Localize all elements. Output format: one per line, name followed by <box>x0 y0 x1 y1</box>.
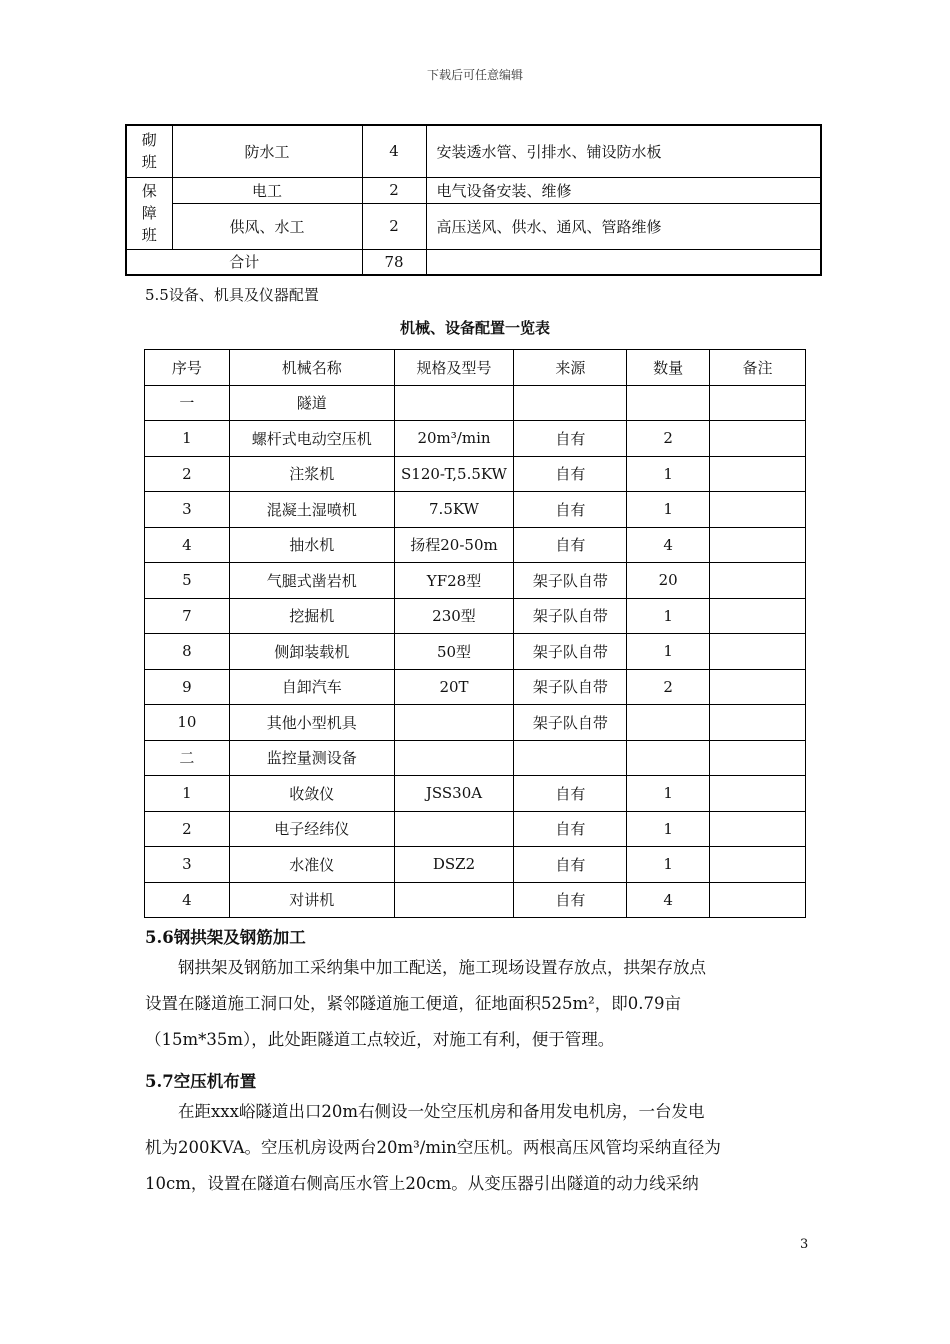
table-cell <box>627 705 710 741</box>
worker-count: 2 <box>362 177 426 203</box>
worker-duty: 电气设备安装、维修 <box>426 177 821 203</box>
table-cell: 2 <box>627 421 710 457</box>
table-cell: 20 <box>627 563 710 599</box>
table-cell: 1 <box>145 421 230 457</box>
table-cell: 混凝土湿喷机 <box>229 492 394 528</box>
total-count: 78 <box>362 249 426 275</box>
section-5-7-heading: 5.7空压机布置 <box>145 1072 257 1091</box>
equipment-table-title: 机械、设备配置一览表 <box>399 319 550 337</box>
table-cell: 1 <box>627 776 710 812</box>
table-cell: 7.5KW <box>394 492 514 528</box>
table-cell: 架子队自带 <box>514 563 627 599</box>
table-cell <box>710 705 806 741</box>
table-cell <box>710 598 806 634</box>
table-cell <box>710 847 806 883</box>
table-cell: 50型 <box>394 634 514 670</box>
text-line: 钢拱架及钢筋加工采纳集中加工配送，施工现场设置存放点，拱架存放点 <box>145 958 706 977</box>
table-cell: 10 <box>145 705 230 741</box>
table-row <box>145 385 806 421</box>
table-cell: 9 <box>145 669 230 705</box>
section-5-5-caption: 5.5设备、机具及仪器配置 <box>145 286 319 304</box>
table-cell: 1 <box>145 776 230 812</box>
table-cell <box>710 563 806 599</box>
group-cell: 保 障 班 <box>126 177 172 249</box>
table-cell: 侧卸装载机 <box>229 634 394 670</box>
table-row <box>145 563 806 599</box>
table-cell: 自有 <box>514 847 627 883</box>
table-cell: 7 <box>145 598 230 634</box>
table-row <box>126 203 821 249</box>
table-cell: 自有 <box>514 456 627 492</box>
table-row <box>145 740 806 776</box>
table-cell: 1 <box>627 634 710 670</box>
table-cell <box>710 740 806 776</box>
table-row <box>145 492 806 528</box>
table-cell <box>394 811 514 847</box>
table-row <box>145 421 806 457</box>
table-cell: 230型 <box>394 598 514 634</box>
equipment-table <box>144 349 806 918</box>
table-row <box>145 527 806 563</box>
table-cell: 抽水机 <box>229 527 394 563</box>
table-row <box>145 811 806 847</box>
table-cell <box>710 776 806 812</box>
table-cell: 二 <box>145 740 230 776</box>
text-line: 设置在隧道施工洞口处，紧邻隧道施工便道，征地面积525m²，即0.79亩 <box>145 994 681 1013</box>
table-cell <box>627 740 710 776</box>
table-cell <box>710 527 806 563</box>
column-header: 来源 <box>514 350 627 386</box>
column-header: 机械名称 <box>229 350 394 386</box>
table-cell: 螺杆式电动空压机 <box>229 421 394 457</box>
table-cell: S120-T,5.5KW <box>394 456 514 492</box>
table-cell: 1 <box>627 598 710 634</box>
table-cell: 监控量测设备 <box>229 740 394 776</box>
table-cell: YF28型 <box>394 563 514 599</box>
table-cell: 一 <box>145 385 230 421</box>
section-5-6-heading: 5.6钢拱架及钢筋加工 <box>145 928 306 947</box>
table-row <box>145 776 806 812</box>
worker-type: 电工 <box>172 177 362 203</box>
table-cell: 其他小型机具 <box>229 705 394 741</box>
table-cell: 8 <box>145 634 230 670</box>
table-row <box>145 847 806 883</box>
section-5-6-paragraph <box>145 950 808 1058</box>
table-cell: 2 <box>145 811 230 847</box>
table-cell <box>710 882 806 918</box>
table-cell: 注浆机 <box>229 456 394 492</box>
text-line: 10cm，设置在隧道右侧高压水管上20cm。从变压器引出隧道的动力线采纳 <box>145 1174 699 1193</box>
table-cell <box>710 492 806 528</box>
column-header: 备注 <box>710 350 806 386</box>
table-cell: 4 <box>145 527 230 563</box>
table-row <box>145 598 806 634</box>
worker-type: 供风、水工 <box>172 203 362 249</box>
table-cell: 自有 <box>514 776 627 812</box>
table-cell <box>710 385 806 421</box>
worker-duty: 高压送风、供水、通风、管路维修 <box>426 203 821 249</box>
total-label: 合计 <box>126 249 362 275</box>
text-line: 在距xxx峪隧道出口20m右侧设一处空压机房和备用发电机房，一台发电 <box>145 1102 705 1121</box>
table-row <box>126 177 821 203</box>
section-5-7-paragraph <box>145 1094 808 1202</box>
table-cell: 架子队自带 <box>514 705 627 741</box>
table-cell: 20T <box>394 669 514 705</box>
table-cell: 5 <box>145 563 230 599</box>
table-row <box>145 634 806 670</box>
table-cell: 隧道 <box>229 385 394 421</box>
table-cell: 自卸汽车 <box>229 669 394 705</box>
group-cell: 砌 班 <box>126 125 172 177</box>
table-cell <box>514 740 627 776</box>
table-cell: 4 <box>627 527 710 563</box>
table-cell <box>710 634 806 670</box>
column-header: 规格及型号 <box>394 350 514 386</box>
table-cell: 2 <box>145 456 230 492</box>
table-cell: 气腿式凿岩机 <box>229 563 394 599</box>
table-cell <box>710 669 806 705</box>
table-cell: 1 <box>627 847 710 883</box>
table-cell: JSS30A <box>394 776 514 812</box>
table-cell: 4 <box>627 882 710 918</box>
table-cell: 对讲机 <box>229 882 394 918</box>
table-row-total <box>126 249 821 275</box>
table-cell: 自有 <box>514 492 627 528</box>
table-cell: 自有 <box>514 811 627 847</box>
table-cell: 3 <box>145 847 230 883</box>
table-cell <box>394 385 514 421</box>
table-cell <box>514 385 627 421</box>
text-line: 机为200KVA。空压机房设两台20m³/min空压机。两根高压风管均采纳直径为 <box>145 1138 721 1157</box>
table-cell <box>710 811 806 847</box>
table-cell: 收敛仪 <box>229 776 394 812</box>
table-cell <box>394 740 514 776</box>
table-cell <box>710 421 806 457</box>
table-cell: 水准仪 <box>229 847 394 883</box>
table-cell: 1 <box>627 811 710 847</box>
worker-duty: 安装透水管、引排水、铺设防水板 <box>426 125 821 177</box>
table-cell <box>394 882 514 918</box>
staff-table <box>125 124 822 276</box>
column-header: 序号 <box>145 350 230 386</box>
page-header: 下载后可任意编辑 <box>426 68 523 82</box>
page-number: 3 <box>800 1237 809 1252</box>
table-row <box>145 705 806 741</box>
table-cell: 电子经纬仪 <box>229 811 394 847</box>
table-cell: 4 <box>145 882 230 918</box>
table-cell: 架子队自带 <box>514 669 627 705</box>
table-cell: 架子队自带 <box>514 634 627 670</box>
table-cell <box>627 385 710 421</box>
table-cell: 20m³/min <box>394 421 514 457</box>
table-header-row <box>145 350 806 386</box>
table-cell: 架子队自带 <box>514 598 627 634</box>
table-cell: 自有 <box>514 527 627 563</box>
table-cell: 1 <box>627 456 710 492</box>
table-cell: 自有 <box>514 421 627 457</box>
table-row <box>145 882 806 918</box>
table-cell <box>394 705 514 741</box>
table-row <box>126 125 821 177</box>
table-cell: 挖掘机 <box>229 598 394 634</box>
table-cell: 3 <box>145 492 230 528</box>
table-cell: 1 <box>627 492 710 528</box>
empty-cell <box>426 249 821 275</box>
table-cell: 扬程20-50m <box>394 527 514 563</box>
table-cell <box>710 456 806 492</box>
table-row <box>145 456 806 492</box>
table-cell: 2 <box>627 669 710 705</box>
table-cell: DSZ2 <box>394 847 514 883</box>
text-line: （15m*35m），此处距隧道工点较近，对施工有利，便于管理。 <box>145 1030 615 1049</box>
worker-count: 4 <box>362 125 426 177</box>
column-header: 数量 <box>627 350 710 386</box>
table-row <box>145 669 806 705</box>
table-cell: 自有 <box>514 882 627 918</box>
worker-count: 2 <box>362 203 426 249</box>
worker-type: 防水工 <box>172 125 362 177</box>
